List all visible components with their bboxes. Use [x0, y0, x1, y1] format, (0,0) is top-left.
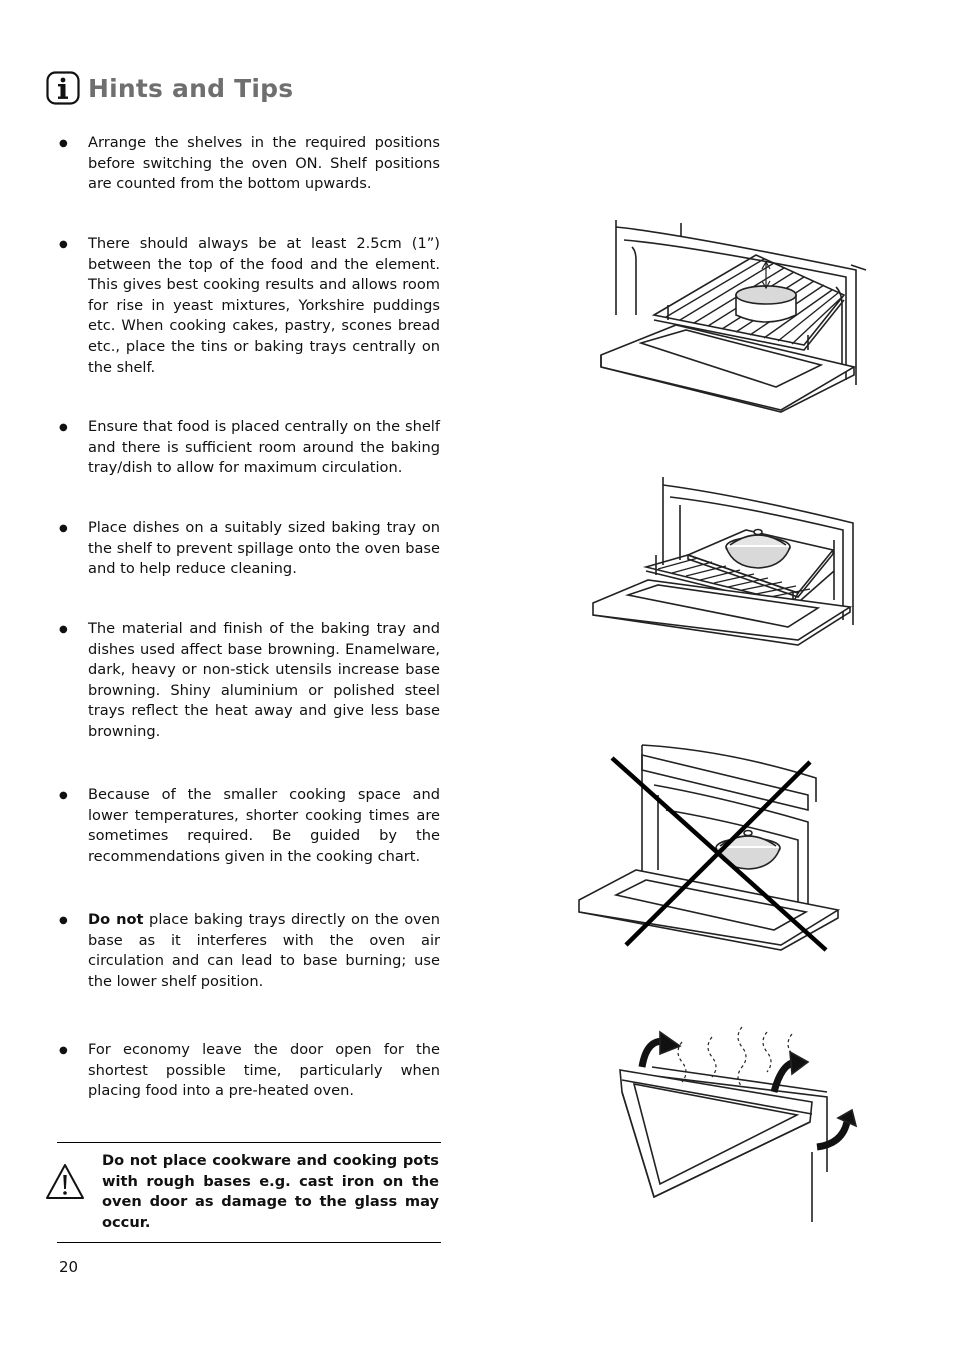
- bullet-icon: [56, 619, 88, 743]
- tip-text: Because of the smaller cooking space and lower temperatures, shorter cooking times are sometimes required. Be guided by the recommendations given in the cooking chart.: [88, 786, 440, 865]
- page-title: Hints and Tips: [88, 73, 294, 103]
- list-item: [56, 910, 440, 992]
- tip-text: Arrange the shelves in the required positions before switching the oven ON. Shelf positions are counted from the bottom upwards.: [88, 134, 440, 193]
- tip-text: Do not place baking trays directly on the oven base as it interferes with the oven air circulation and can lead to base burning; use the lower shelf position.: [88, 911, 440, 990]
- bullet-icon: [56, 234, 88, 378]
- warning-box: [57, 1142, 441, 1243]
- list-item: [56, 785, 440, 867]
- bullet-icon: [56, 785, 88, 867]
- oven-door-open-heat-illustration: [612, 1022, 862, 1227]
- oven-base-incorrect-illustration: [576, 740, 841, 965]
- page-header: [46, 68, 293, 108]
- page-number: 20: [59, 1258, 79, 1276]
- list-item: [56, 417, 440, 479]
- list-item: [56, 234, 440, 378]
- warning-text: Do not place cookware and cooking pots with rough bases e.g. cast iron on the oven door as damage to the glass may occur.: [102, 1152, 439, 1231]
- bullet-icon: [56, 133, 88, 195]
- bullet-icon: [56, 910, 88, 992]
- bullet-icon: [56, 1040, 88, 1102]
- list-item: [56, 133, 440, 195]
- info-icon: [46, 71, 80, 105]
- tip-text: Place dishes on a suitably sized baking tray on the shelf to prevent spillage onto the oven base and to help reduce cleaning.: [88, 519, 440, 578]
- oven-shelf-clearance-illustration: [596, 215, 871, 415]
- bullet-icon: [56, 417, 88, 479]
- tip-text: Ensure that food is placed centrally on the shelf and there is sufficient room around the baking tray/dish to allow for maximum circulation.: [88, 418, 440, 477]
- list-item: [56, 1040, 440, 1102]
- oven-baking-tray-illustration: [588, 475, 863, 655]
- list-item: [56, 619, 440, 743]
- list-item: [56, 518, 440, 580]
- warning-triangle-icon: [45, 1163, 85, 1201]
- tip-text: There should always be at least 2.5cm (1”) between the top of the food and the element. This gives best cooking results and allows room for rise in yeast mixtures, Yorkshire puddings etc. When cooking cakes, pastry, scones bread etc., place the tins or baking trays centrally on the shelf.: [88, 235, 440, 376]
- tip-text: The material and finish of the baking tray and dishes used affect base browning. Enamelware, dark, heavy or non-stick utensils increase base browning. Shiny aluminium or polished steel trays reflect the heat away and give less base browning.: [88, 620, 440, 740]
- bullet-icon: [56, 518, 88, 580]
- tip-text: For economy leave the door open for the shortest possible time, particularly when placing food into a pre-heated oven.: [88, 1041, 440, 1100]
